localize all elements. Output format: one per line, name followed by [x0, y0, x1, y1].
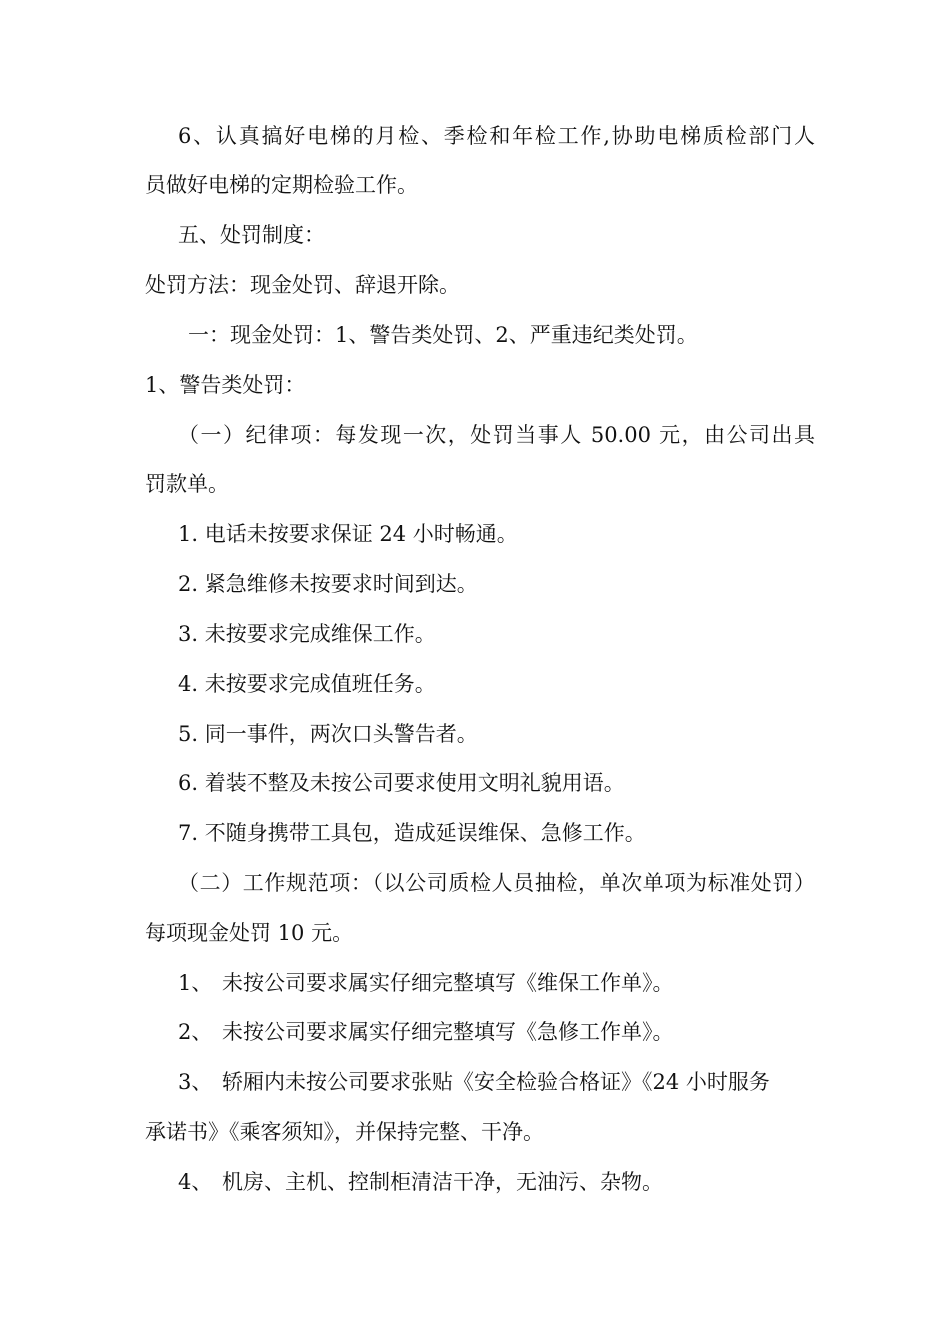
- list-item: [178, 1067, 815, 1097]
- list-item-text: 轿厢内未按公司要求张贴《安全检验合格证》《24 小时服务: [222, 1070, 770, 1094]
- paragraph-line: 每项现金处罚 10 元。: [145, 921, 354, 945]
- list-item-text: 承诺书》《乘客须知》，并保持完整、干净。: [145, 1120, 544, 1144]
- paragraph-line: 6、认真搞好电梯的月检、季检和年检工作,协助电梯质检部门人: [178, 124, 815, 148]
- paragraph-line: 员做好电梯的定期检验工作。: [145, 173, 418, 197]
- paragraph-line: （一）纪律项：每发现一次，处罚当事人 50.00 元，由公司出具: [178, 423, 815, 447]
- list-item: [178, 1167, 815, 1197]
- list-item: 1. 电话未按要求保证 24 小时畅通。: [178, 522, 518, 546]
- list-item-continuation: [145, 1117, 815, 1147]
- list-item-text: 未按公司要求属实仔细完整填写《维保工作单》。: [222, 971, 674, 995]
- paragraph-line: 处罚方法：现金处罚、辞退开除。: [145, 273, 460, 297]
- section-heading: 五、处罚制度：: [178, 223, 325, 247]
- paragraph-line: 一：现金处罚：1、警告类处罚、2、严重违纪类处罚。: [188, 323, 698, 347]
- list-item-text: 未按公司要求属实仔细完整填写《急修工作单》。: [222, 1020, 674, 1044]
- list-item-number: 2、: [178, 1020, 213, 1044]
- list-item: 4. 未按要求完成值班任务。: [178, 672, 436, 696]
- list-item-number: 4、: [178, 1170, 213, 1194]
- list-item: 5. 同一事件，两次口头警告者。: [178, 722, 478, 746]
- subsection-heading: 1、警告类处罚：: [145, 373, 306, 397]
- paragraph-line: （二）工作规范项：（以公司质检人员抽检，单次单项为标准处罚）: [178, 871, 815, 895]
- list-item-number: 1、: [178, 971, 213, 995]
- paragraph-line: 罚款单。: [145, 472, 229, 496]
- list-item-number: 3、: [178, 1070, 213, 1094]
- list-item-text: 机房、主机、控制柜清洁干净，无油污、杂物。: [222, 1170, 663, 1194]
- list-item: 7. 不随身携带工具包，造成延误维保、急修工作。: [178, 821, 646, 845]
- list-item: [178, 1017, 815, 1047]
- list-item: 6. 着装不整及未按公司要求使用文明礼貌用语。: [178, 771, 625, 795]
- list-item: [178, 968, 815, 998]
- list-item: 3. 未按要求完成维保工作。: [178, 622, 436, 646]
- list-item: 2. 紧急维修未按要求时间到达。: [178, 572, 478, 596]
